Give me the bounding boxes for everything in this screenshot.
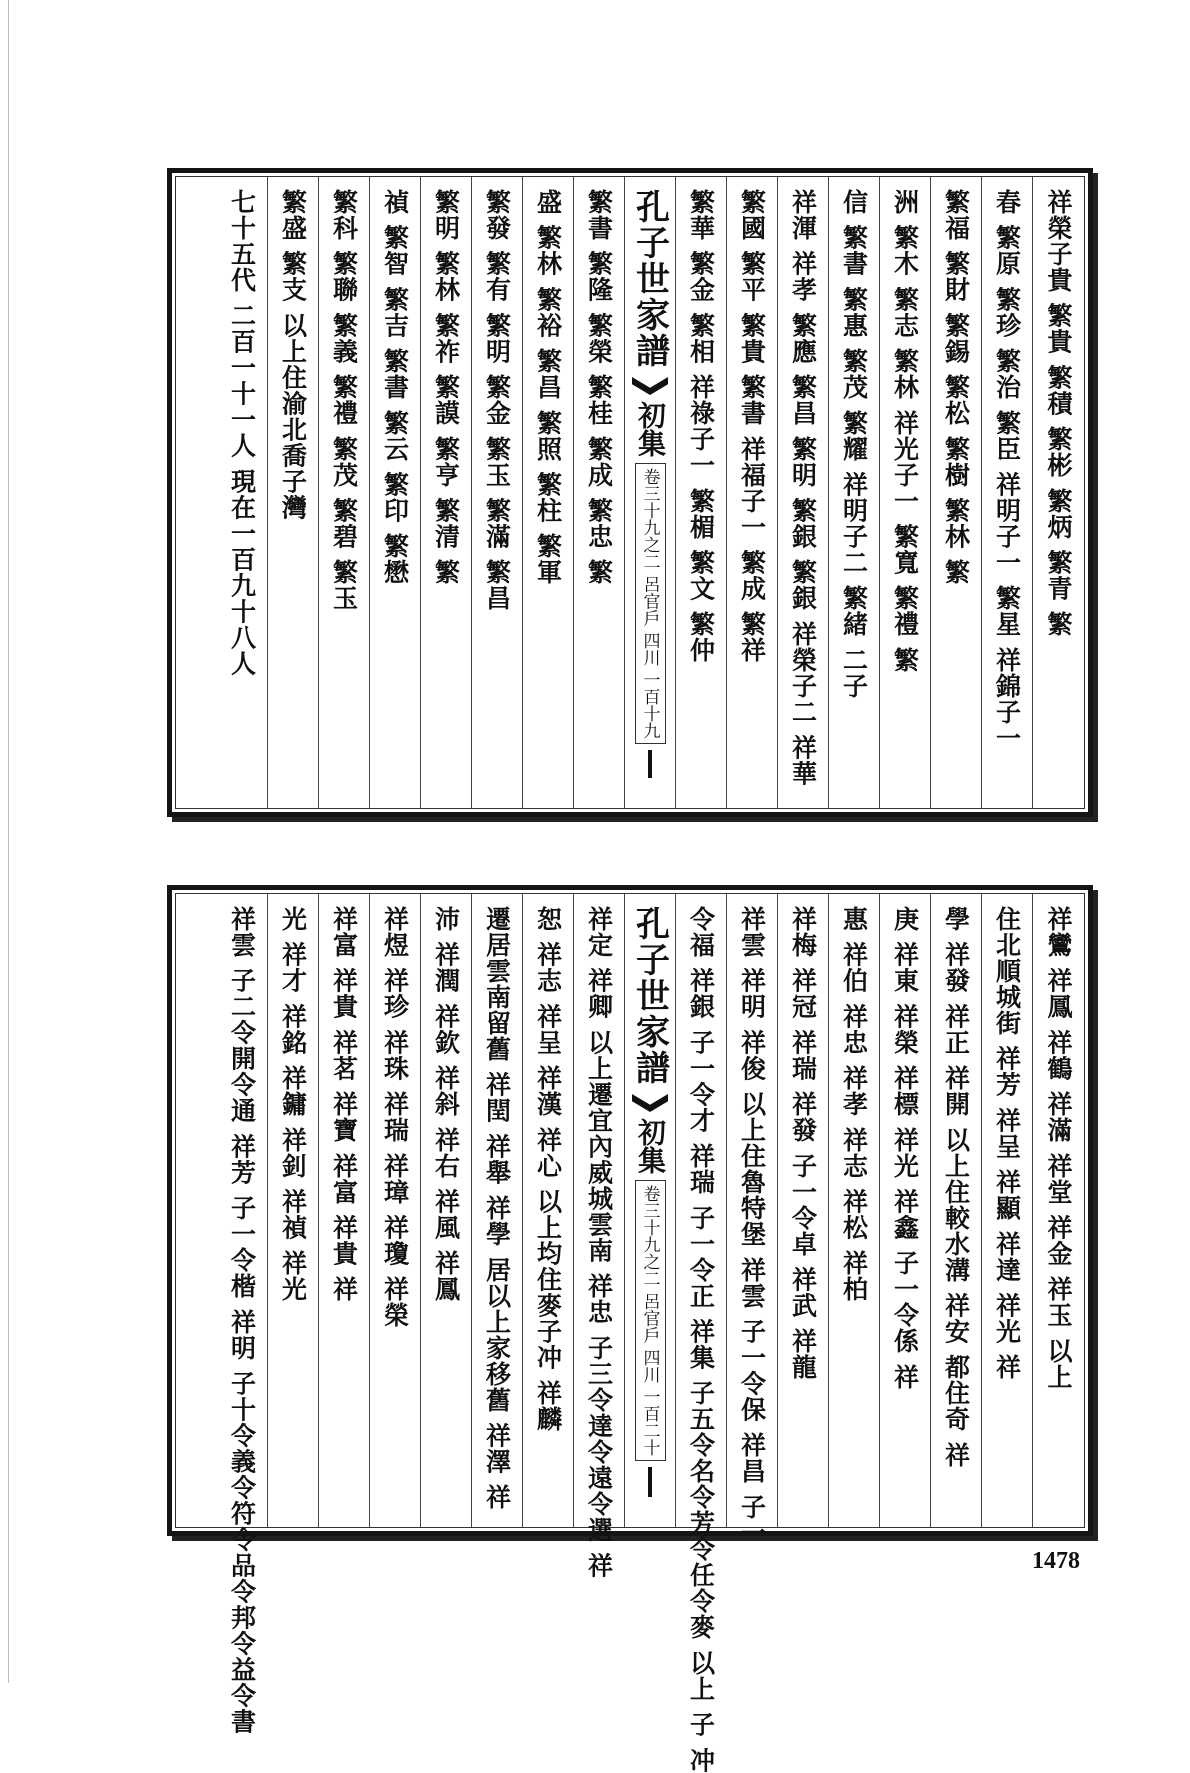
book-title: 孔子世家譜 (629, 906, 670, 1086)
text-column (472, 894, 523, 1527)
column-text: 繁發 繁有 繁明 繁金 繁玉 繁滿 繁昌 (482, 189, 512, 612)
text-column (370, 177, 421, 808)
center-header-column (625, 894, 676, 1527)
text-column (319, 177, 370, 808)
column-text: 繁福 繁財 繁錫 繁松 繁樹 繁林 繁 (941, 189, 971, 586)
text-column (727, 177, 778, 808)
column-text: 繁科 繁聯 繁義 繁禮 繁茂 繁碧 繁玉 (329, 189, 359, 612)
text-column (421, 177, 472, 808)
column-text: 洲 繁木 繁志 繁林 祥光子一 繁寬 繁禮 繁 (890, 189, 920, 673)
book-title: 孔子世家譜 (629, 189, 670, 369)
text-column (727, 894, 778, 1546)
fishtail-mark-icon (632, 1094, 668, 1112)
text-column (268, 894, 319, 1527)
column-text: 信 繁書 繁惠 繁茂 繁耀 祥明子二 繁緒 二子 (839, 189, 869, 699)
column-text: 惠 祥伯 祥忠 祥孝 祥志 祥松 祥柏 (839, 906, 869, 1303)
column-text: 祥雲 祥明 祥俊 以上住魯特堡 祥雲 子一令保 祥昌 子一 (737, 906, 767, 1546)
column-text: 祥鸞 祥鳳 祥鶴 祥滿 祥堂 祥金 祥玉 以上 (1044, 906, 1073, 1390)
center-header-column (625, 177, 676, 808)
left-edge-line (8, 0, 9, 1683)
text-column (1033, 177, 1084, 808)
edition-label: 初集 (634, 401, 667, 457)
text-column (829, 177, 880, 808)
top-page-panel (167, 168, 1093, 817)
center-bar (648, 1467, 652, 1497)
generation-summary-column (217, 177, 268, 808)
column-text: 春 繁原 繁珍 繁治 繁臣 祥明子一 繁星 祥錦子一 (992, 189, 1022, 751)
text-column (523, 894, 574, 1527)
edition-label: 初集 (634, 1118, 667, 1174)
column-text: 祥梅 祥冠 祥瑞 祥發 子一令卓 祥武 祥龍 (788, 906, 818, 1381)
text-column (421, 894, 472, 1527)
text-column (778, 177, 829, 808)
column-text: 盛 繁林 繁裕 繁昌 繁照 繁柱 繁軍 (533, 189, 563, 586)
text-column (931, 177, 982, 808)
text-column (982, 177, 1033, 808)
text-column (268, 177, 319, 808)
column-text: 祥雲 子二令開令通 祥芳 子一令楷 祥明 子十令義令符令品令邦令益令書 (227, 906, 257, 1735)
column-text: 沛 祥潤 祥欽 祥斜 祥右 祥風 祥鳳 (431, 906, 461, 1303)
column-text: 繁盛 繁支 以上住渝北喬子灣 (278, 189, 308, 521)
volume-meta: 卷三十九之二 呂官戶 四川 一百十九 (635, 463, 666, 744)
generation-summary: 七十五代 二百一十一人 現在一百九十八人 (227, 189, 257, 677)
page-number: 1478 (1032, 1548, 1080, 1574)
text-column (574, 177, 625, 808)
column-text: 遷居雲南留舊 祥閏 祥舉 祥學 居以上家移舊 祥澤 祥 (482, 906, 512, 1511)
top-columns (175, 176, 1085, 809)
text-column (931, 894, 982, 1527)
text-column (217, 894, 268, 1735)
text-column (778, 894, 829, 1527)
center-bar (648, 750, 652, 778)
column-text: 庚 祥東 祥榮 祥標 祥光 祥鑫 子一令係 祥 (890, 906, 920, 1390)
column-text: 繁國 繁平 繁貴 繁書 祥福子一 繁成 繁祥 (737, 189, 767, 664)
text-column (574, 894, 625, 1579)
column-text: 繁華 繁金 繁相 祥祿子一 繁楣 繁文 繁仲 (686, 189, 716, 664)
column-text: 祥渾 祥孝 繁應 繁昌 繁明 繁銀 繁銀 祥榮子二 祥華 (788, 189, 818, 787)
column-text: 住北順城街 祥芳 祥呈 祥顯 祥達 祥光 祥 (992, 906, 1022, 1381)
text-column (829, 894, 880, 1527)
column-text: 祥煜 祥珍 祥珠 祥瑞 祥璋 祥瓊 祥榮 (380, 906, 410, 1329)
text-column (523, 177, 574, 808)
text-column (319, 894, 370, 1527)
column-text: 光 祥才 祥銘 祥鏞 祥釗 祥禎 祥光 (278, 906, 308, 1303)
column-text: 繁明 繁林 繁祚 繁謨 繁亨 繁清 繁 (431, 189, 461, 586)
column-text: 禎 繁智 繁吉 繁書 繁云 繁印 繁懋 (380, 189, 410, 586)
column-text: 繁書 繁隆 繁榮 繁桂 繁成 繁忠 繁 (584, 189, 614, 586)
text-column (982, 894, 1033, 1527)
column-text: 祥富 祥貴 祥茗 祥寶 祥富 祥貴 祥 (329, 906, 359, 1303)
column-text: 學 祥發 祥正 祥開 以上住較水溝 祥安 都住奇 祥 (941, 906, 971, 1468)
text-column (472, 177, 523, 808)
text-column (880, 177, 931, 808)
column-text: 祥定 祥卿 以上遷宜內威城雲南 祥忠 子三令達令遠令選 祥 (584, 906, 614, 1579)
column-text: 令福 祥銀 子一令才 祥瑞 子一令正 祥集 子五令名令芳令任令麥 以上 子 冲 (686, 906, 716, 1773)
text-column (1033, 894, 1084, 1527)
text-column (370, 894, 421, 1527)
volume-meta: 卷三十九之二 呂官戶 四川 一百二十 (635, 1180, 666, 1461)
text-column (676, 894, 727, 1773)
text-column (880, 894, 931, 1527)
fishtail-mark-icon (632, 377, 668, 395)
column-text: 恕 祥志 祥呈 祥漢 祥心 以上均住麥子冲 祥麟 (533, 906, 563, 1433)
column-text: 祥榮子貴 繁貴 繁積 繁彬 繁炳 繁青 繁 (1044, 189, 1073, 638)
text-column (676, 177, 727, 808)
